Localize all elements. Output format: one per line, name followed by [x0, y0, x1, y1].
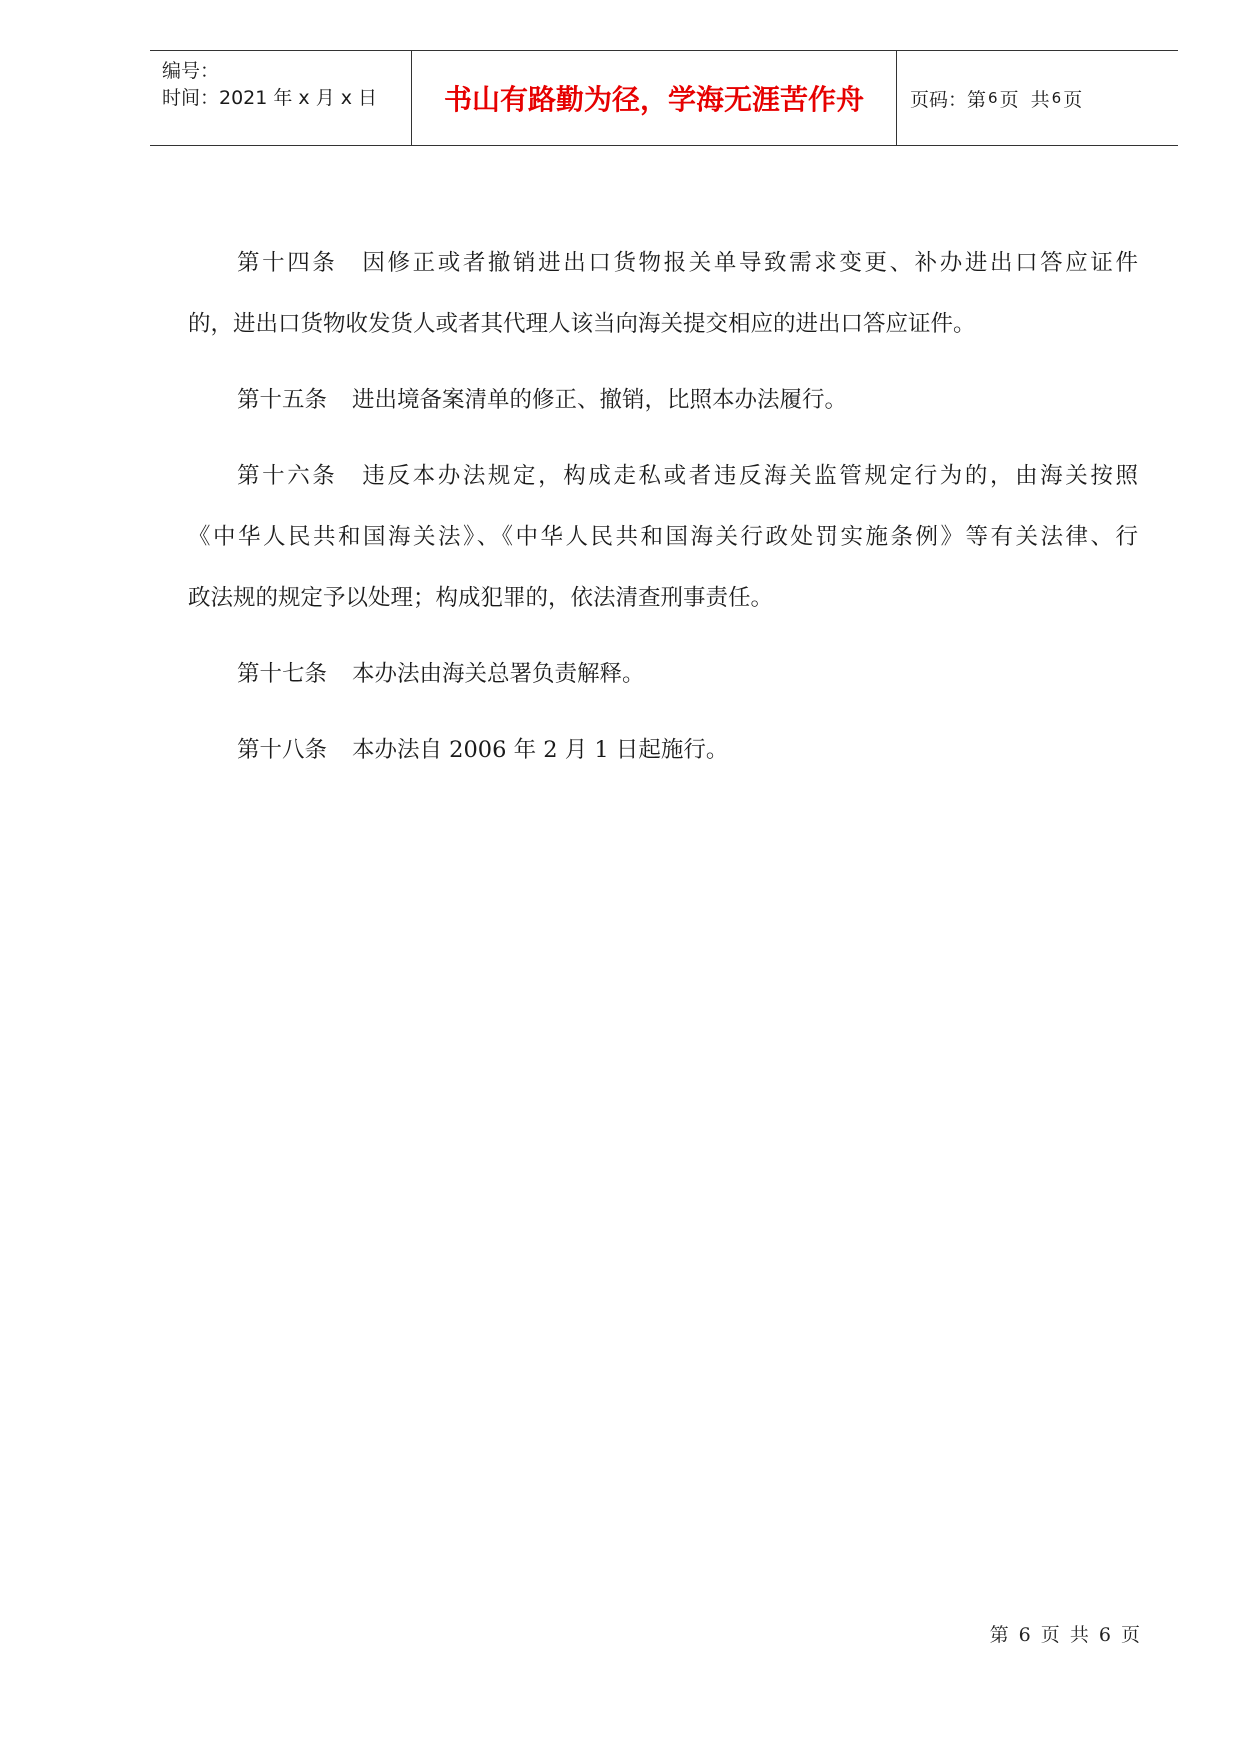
article-15	[188, 382, 1138, 418]
header-meta	[162, 58, 402, 112]
header-divider-right	[896, 51, 897, 145]
header-motto: 书山有路勤为径，学海无涯苦作舟	[443, 83, 864, 116]
article-text: 因修正或者撤销进出口货物报关单导致需求变更、补办进出口答应证件	[362, 250, 1138, 276]
article-line	[188, 382, 1138, 418]
article-18	[188, 732, 1138, 768]
article-number: 第十六条	[237, 463, 338, 489]
article-number: 第十五条	[237, 387, 328, 413]
article-line	[188, 245, 1138, 281]
page-suffix: 页	[1063, 88, 1083, 111]
article-line: 的，进出口货物收发货人或者其代理人该当向海关提交相应的进出口答应证件。	[188, 311, 976, 337]
page-middle: 页 共	[999, 88, 1050, 111]
article-number: 第十四条	[237, 250, 338, 276]
article-text: 违反本办法规定，构成走私或者违反海关监管规定行为的，由海关按照	[362, 463, 1138, 489]
page-prefix: 页码：第	[910, 88, 987, 111]
article-line: 政法规的规定予以处理；构成犯罪的，依法清查刑事责任。	[188, 585, 774, 611]
page-total: 6	[1051, 89, 1062, 107]
article-line	[188, 732, 1138, 768]
article-line	[188, 458, 1138, 494]
article-line	[188, 656, 1138, 692]
article-text: 本办法由海关总署负责解释。	[352, 661, 645, 687]
page-current: 6	[988, 89, 998, 107]
article-number: 第十八条	[237, 737, 328, 763]
article-14	[188, 245, 1138, 342]
article-number: 第十七条	[237, 661, 328, 687]
article-16	[188, 458, 1138, 616]
article-17	[188, 656, 1138, 692]
document-number-label: 编号：	[162, 60, 220, 82]
article-line: 《中华人民共和国海关法》、《中华人民共和国海关行政处罚实施条例》等有关法律、行	[188, 524, 1138, 550]
document-time-label: 时间：2021 年 x 月 x 日	[162, 87, 378, 109]
article-text: 本办法自 2006 年 2 月 1 日起施行。	[352, 737, 729, 763]
document-body	[188, 245, 1138, 808]
header-page-indicator	[910, 51, 1082, 145]
page-footer: 第 6 页 共 6 页	[989, 1624, 1142, 1646]
page-header	[150, 50, 1178, 146]
article-text: 进出境备案清单的修正、撤销，比照本办法履行。	[352, 387, 848, 413]
